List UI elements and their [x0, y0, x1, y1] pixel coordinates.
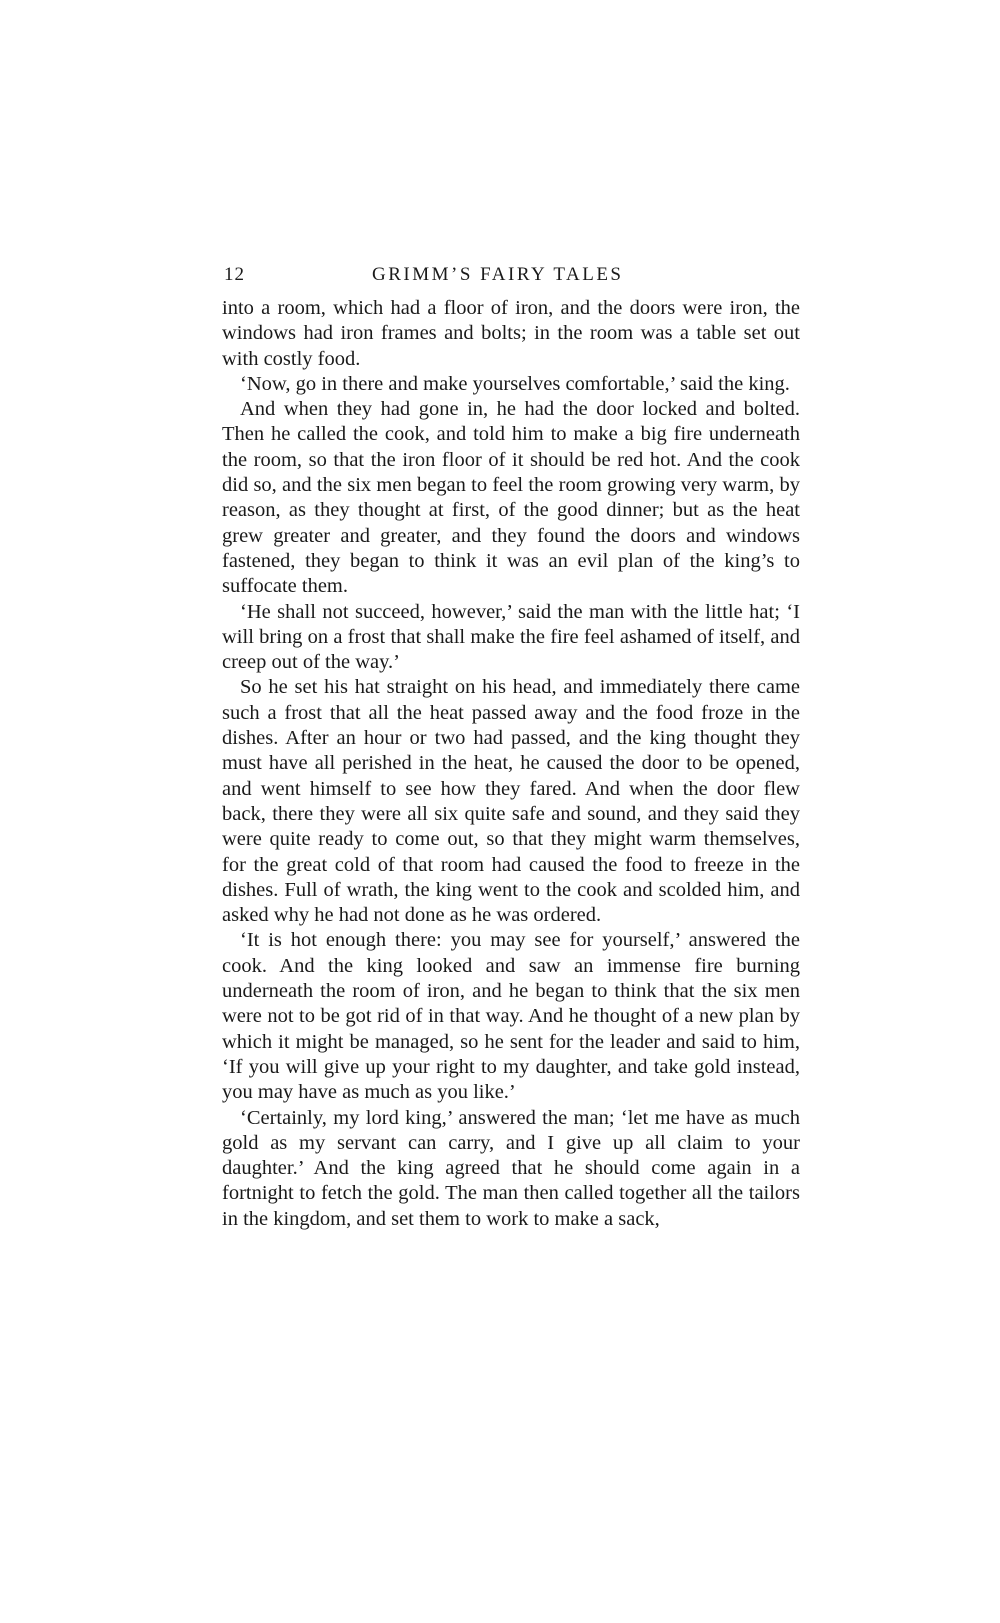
running-title: GRIMM’S FAIRY TALES [372, 264, 624, 285]
book-page [222, 262, 800, 1232]
page-number: 12 [224, 264, 245, 285]
paragraph: into a room, which had a floor of iron, and the doors were iron, the windows had iron frames and bolts; in the room was a table set out with costly food. [222, 297, 800, 370]
paragraph: ‘It is hot enough there: you may see for yourself,’ answered the cook. And the king looked and saw an immense fire burning underneath the room of iron, and he began to think that the six men were not to be got rid of in that way. And he thought of a new plan by which it might be managed, so he sent for the leader and said to him, ‘If you will give up your right to my daughter, and take gold instead, you may have as much as you like.’ [222, 929, 800, 1104]
paragraph: So he set his hat straight on his head, and immediately there came such a frost that all the heat passed away and the food froze in the dishes. After an hour or two had passed, and the king thought they must have all perished in the heat, he caused the door to be opened, and went himself to see how they fared. And when the door flew back, there they were all six quite safe and sound, and they said they were quite ready to come out, so that they might warm themselves, for the great cold of that room had caused the food to freeze in the dishes. Full of wrath, the king went to the cook and scolded him, and asked why he had not done as he was ordered. [222, 676, 800, 927]
body-text [222, 296, 800, 1232]
paragraph: ‘Certainly, my lord king,’ answered the man; ‘let me have as much gold as my servant can carry, and I give up all claim to your daughter.’ And the king agreed that he should come again in a fortnight to fetch the gold. The man then called together all the tailors in the kingdom, and set them to work to make a sack, [222, 1106, 800, 1230]
paragraph: And when they had gone in, he had the door locked and bolted. Then he called the cook, and told him to make a big fire underneath the room, so that the iron floor of it should be red hot. And the cook did so, and the six men began to feel the room growing very warm, by reason, as they thought at first, of the good dinner; but as the heat grew greater and greater, and they found the doors and windows fastened, they began to think it was an evil plan of the king’s to suffocate them. [222, 398, 800, 598]
paragraph: ‘He shall not succeed, however,’ said the man with the little hat; ‘I will bring on a frost that shall make the fire feel ashamed of itself, and creep out of the way.’ [222, 600, 800, 674]
paragraph: ‘Now, go in there and make yourselves comfortable,’ said the king. [240, 372, 790, 395]
running-head [222, 262, 800, 296]
